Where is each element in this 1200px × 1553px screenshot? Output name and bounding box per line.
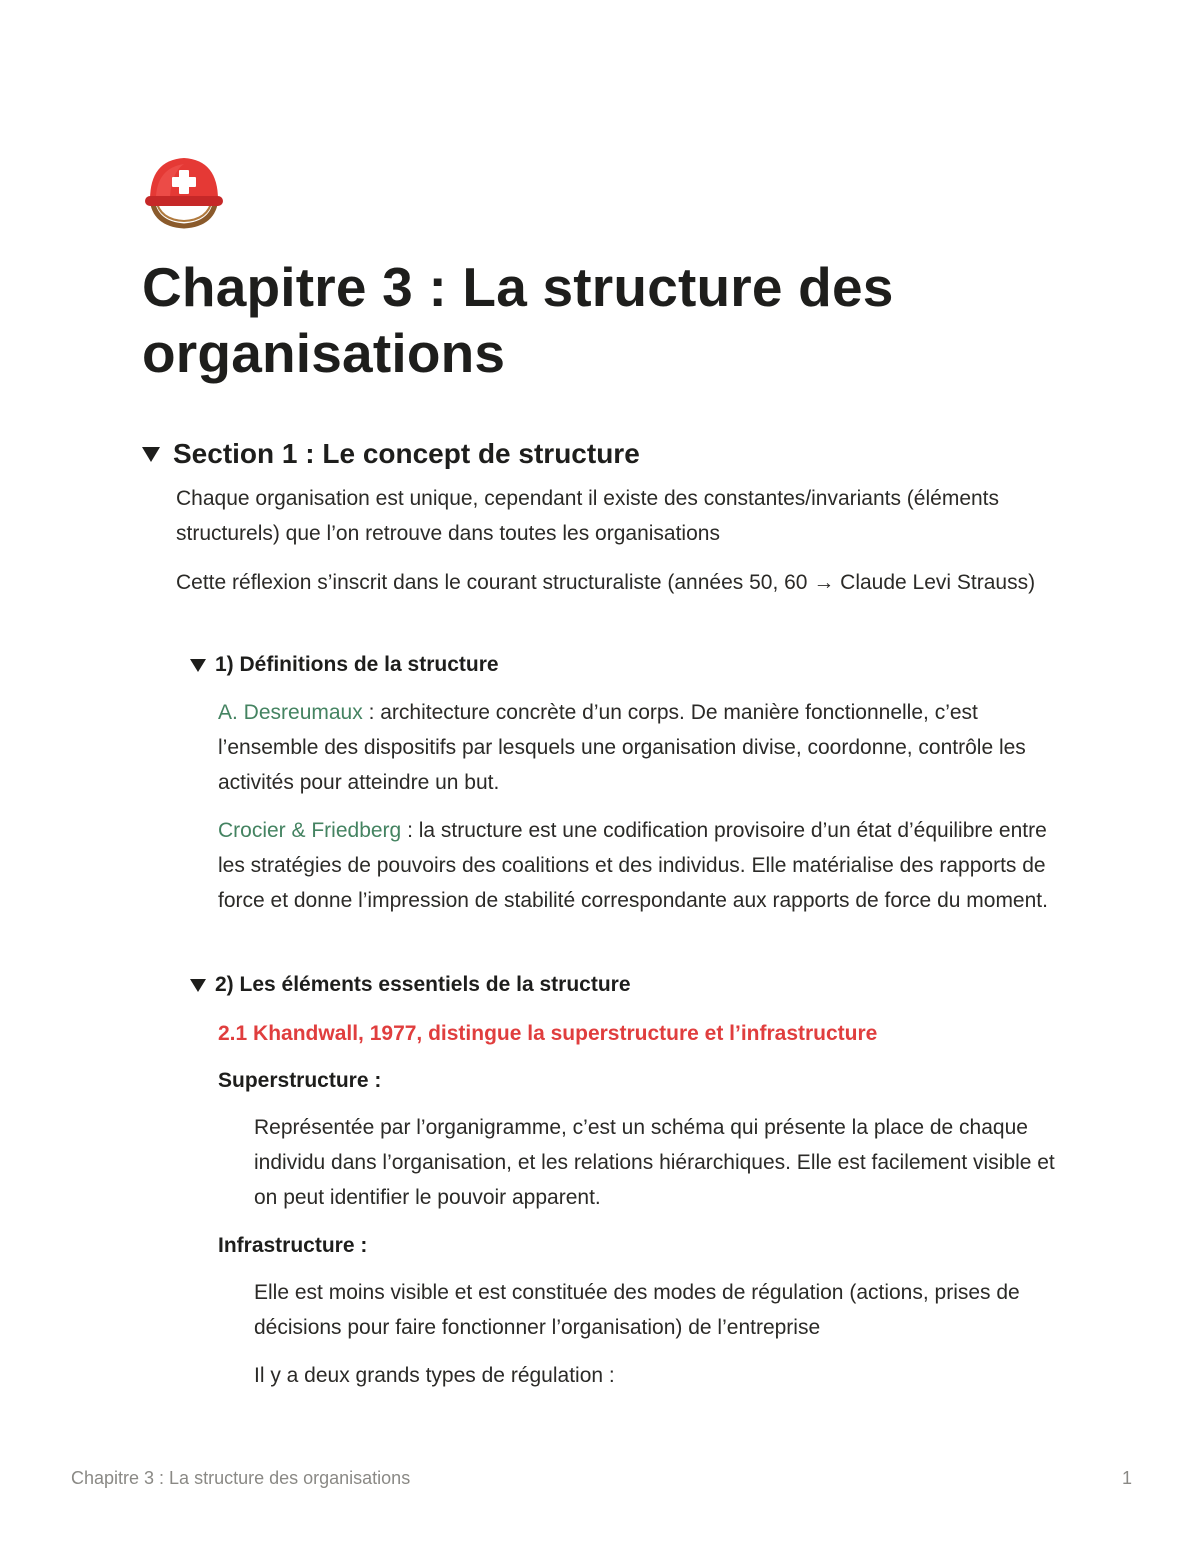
subsection-1-heading: 1) Définitions de la structure: [215, 653, 499, 676]
subsection-2-toggle[interactable]: [190, 971, 631, 999]
infrastructure-label: Infrastructure :: [218, 1234, 368, 1257]
toggle-expanded-icon[interactable]: [142, 447, 160, 462]
toggle-expanded-icon[interactable]: [190, 659, 206, 672]
definition-crocier-friedberg-text: : la structure est une codification provisoire d’un état d’équilibre entre les stratégies de pouvoirs des coalitions et des individus. Elle matérialise des rapports de force et donne l’impression de stabilité correspondante aux rapports de force du moment.: [218, 819, 1048, 912]
subsection-2-heading: 2) Les éléments essentiels de la structure: [215, 973, 631, 996]
footer-title: Chapitre 3 : La structure des organisations: [71, 1468, 411, 1488]
section-1-paragraph-1: Chaque organisation est unique, cependant il existe des constantes/invariants (éléments structurels) que l’on retrouve dans toutes les organisations: [176, 487, 1000, 545]
superstructure-text: Représentée par l’organigramme, c’est un schéma qui présente la place de chaque individu dans l’organisation, et les relations hiérarchiques. Elle est facilement visible et on peut identifier le pouvoir apparent.: [254, 1116, 1055, 1209]
definition-desreumaux: [218, 695, 1078, 800]
definition-crocier-friedberg: [218, 813, 1078, 918]
section-1-paragraph-2: Cette réflexion s’inscrit dans le courant structuraliste (années 50, 60 → Claude Levi Strauss): [176, 571, 1036, 594]
author-crocier-friedberg: Crocier & Friedberg: [218, 819, 402, 842]
definition-desreumaux-text: : architecture concrète d’un corps. De manière fonctionnelle, c’est l’ensemble des dispositifs par lesquels une organisation divise, coordonne, contrôle les activités pour atteindre un but.: [218, 701, 1026, 794]
section-1-toggle[interactable]: [142, 436, 640, 472]
subsection-1-toggle[interactable]: [190, 651, 499, 679]
regulation-text: Il y a deux grands types de régulation :: [254, 1364, 615, 1387]
footer-page-number: 1: [1121, 1468, 1132, 1488]
superstructure-label: Superstructure :: [218, 1069, 382, 1092]
rescue-worker-helmet-icon: [142, 150, 226, 234]
khandwall-heading: 2.1 Khandwall, 1977, distingue la superstructure et l’infrastructure: [218, 1022, 878, 1045]
author-desreumaux: A. Desreumaux: [218, 701, 363, 724]
section-1-heading: Section 1 : Le concept de structure: [173, 438, 640, 469]
toggle-expanded-icon[interactable]: [190, 979, 206, 992]
infrastructure-text: Elle est moins visible et est constituée des modes de régulation (actions, prises de décisions pour faire fonctionner l’organisation) de l’entreprise: [254, 1281, 1020, 1339]
page-title: Chapitre 3 : La structure des organisations: [142, 256, 894, 384]
